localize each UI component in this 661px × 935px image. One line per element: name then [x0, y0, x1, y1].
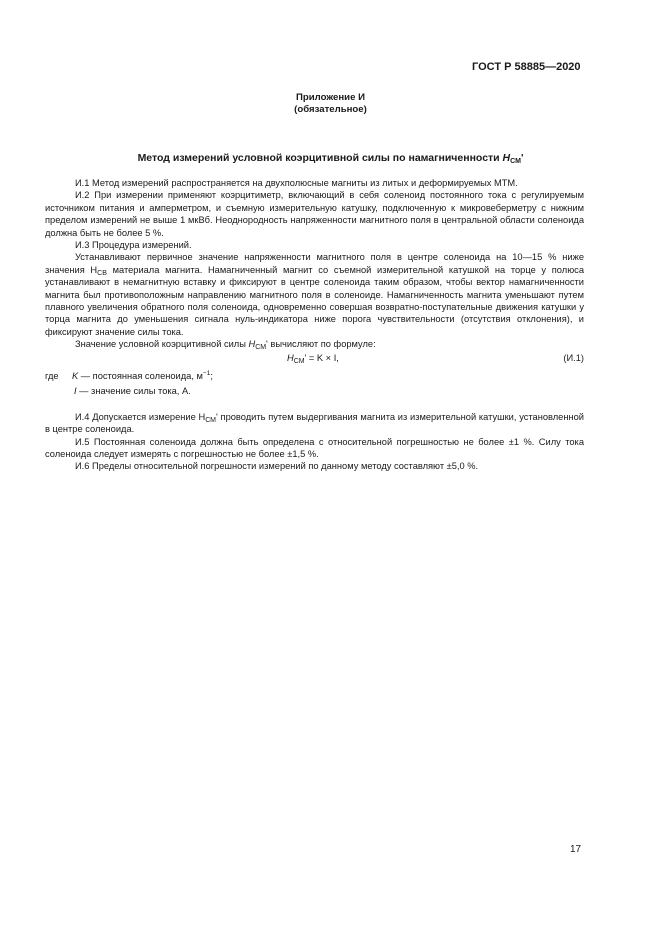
where-i-definition: [74, 385, 191, 397]
i4-text-b: ' проводить путем выдергивания магнита из измерительной катушки, установленной в центре соленоида.: [45, 411, 584, 435]
document-body: [45, 177, 584, 473]
procedure-sub: СВ: [97, 269, 107, 277]
paragraph-i6: И.6 Пределы относительной погрешности измерений по данному методу составляют ±5,0 %.: [75, 461, 479, 472]
where-i-text: — значение силы тока, А.: [76, 385, 191, 396]
i4-sub: СМ: [205, 416, 217, 424]
title-text: Метод измерений условной коэрцитивной силы по намагниченности: [137, 152, 503, 164]
where-k-text: — постоянная соленоида, м: [78, 370, 203, 381]
paragraph-procedure: [45, 251, 584, 338]
spacer: [45, 399, 584, 411]
i4-text-a: И.4 Допускается измерение H: [75, 411, 206, 422]
paragraph-i5: И.5 Постоянная соленоида должна быть определена с относительной погрешностью не более ±1 %. Силу тока соленоида следует измерять с погрешностью не более ±1,5 %.: [45, 436, 584, 459]
paragraph-i3: И.3 Процедура измерений.: [75, 240, 192, 251]
where-line-i: [45, 385, 584, 399]
formula-intro-b: ' вычисляют по формуле:: [266, 339, 376, 350]
procedure-text-a: Устанавливают первичное значение напряженности магнитного поля в центре соленоида на 10—15 % ниже значения H: [45, 252, 584, 275]
appendix-status: (обязательное): [294, 104, 367, 115]
where-k-symbol: K: [72, 370, 79, 381]
title-prime: ': [520, 152, 524, 164]
standard-code: ГОСТ Р 58885—2020: [472, 61, 581, 73]
paragraph-formula-intro: [45, 338, 584, 350]
procedure-text-b: материала магнита. Намагниченный магнит со съемной измерительной катушкой на торце у полюса устанавливают в немагнитную вставку и фиксируют в центре соленоида таким образом, чтобы вектор намагниченности магнита был противоположным направлению магнитного поля в соленоиде. Намагниченность магнита уменьшают путем плавного увеличения обратного поля соленоида, одновременно совершая возвратно-поступательные движения катушки у торца магнита до уменьшения сигнала нуль-индикатора ниже порога чувствительности (отсутствия отклонения), и фиксируют значение силы тока.: [45, 264, 584, 337]
title-symbol-sub: СМ: [510, 158, 521, 165]
where-k-definition: [72, 370, 213, 382]
title-symbol: H: [502, 152, 511, 164]
formula-lhs-sub: СМ: [293, 357, 305, 365]
formula-line: [45, 351, 584, 366]
section-title: [0, 152, 661, 164]
where-word: где: [45, 370, 59, 381]
formula-number: (И.1): [563, 352, 584, 363]
appendix-label: Приложение И: [296, 92, 365, 103]
formula-rhs: ' = K × I,: [304, 352, 339, 363]
paragraph-i1: И.1 Метод измерений распространяется на двухполюсные магниты из литых и деформируемых МТМ.: [75, 178, 518, 188]
where-k-exponent: −1: [202, 369, 211, 377]
formula-lhs: H: [287, 352, 294, 363]
formula-intro-sub: СМ: [255, 344, 267, 352]
paragraph-i2: И.2 При измерении применяют коэрцитиметр, включающий в себя соленоид постоянного тока с регулируемым источником питания и амперметром, и съемную измерительную катушку, подключенную к микровеберметру с нижним пределом измерений не выше 1 мкВб. Неоднородность напряженности магнитного поля в центральной области соленоида должна быть не более 5 %.: [45, 190, 584, 238]
formula-intro-symbol: H: [248, 339, 256, 350]
where-line-k: [45, 370, 584, 383]
formula-expression: [287, 352, 339, 364]
page-number: 17: [570, 844, 582, 855]
formula-intro-a: Значение условной коэрцитивной силы: [75, 339, 249, 350]
where-k-end: ;: [210, 370, 213, 381]
where-i-symbol: I: [74, 385, 77, 396]
paragraph-i4: [45, 411, 584, 436]
